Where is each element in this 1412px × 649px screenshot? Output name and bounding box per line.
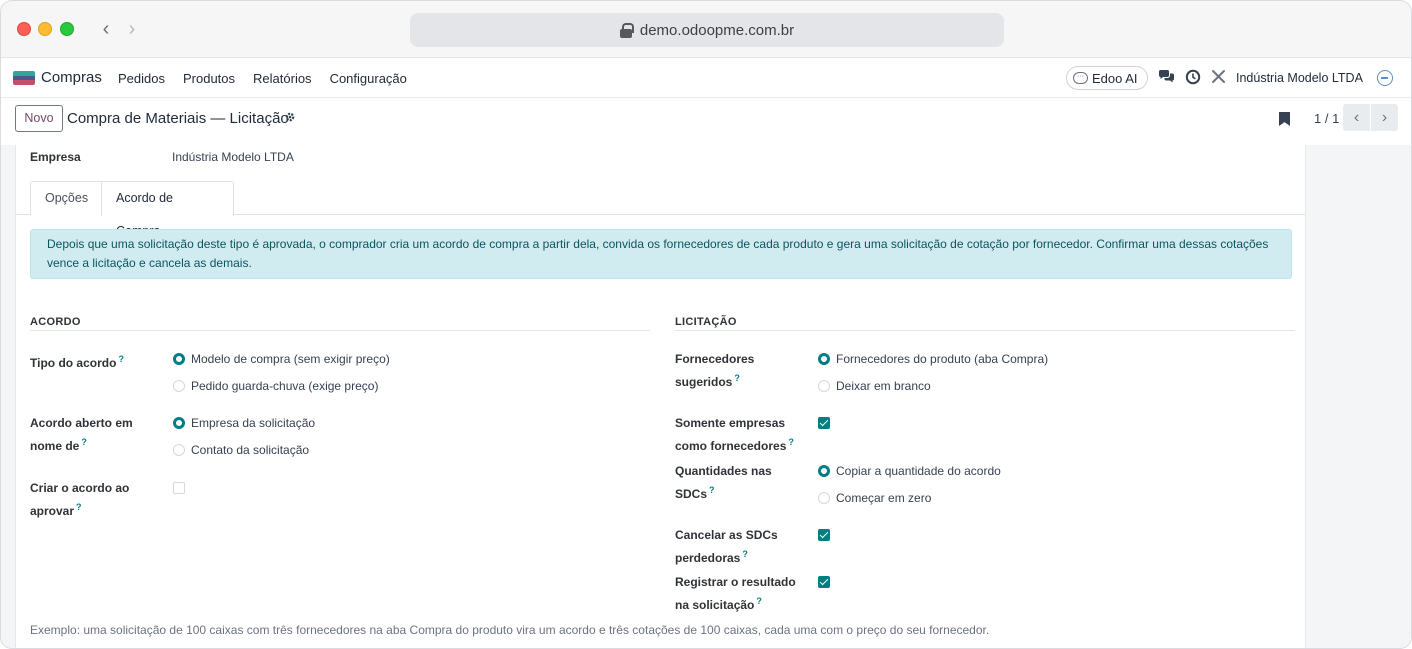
maximize-window-button[interactable] — [60, 22, 74, 36]
back-arrow-icon[interactable]: ‹ — [102, 18, 110, 40]
discuss-icon[interactable] — [1157, 69, 1175, 87]
help-icon[interactable]: ? — [76, 502, 82, 512]
tipo-acordo-label: Tipo do acordo ? — [30, 354, 124, 370]
app-navbar — [1, 58, 1411, 98]
browser-toolbar — [1, 1, 1411, 58]
option-comecar-em-zero[interactable]: Começar em zero — [836, 491, 932, 505]
help-icon[interactable]: ? — [709, 485, 715, 495]
radio-copiar-quantidade[interactable] — [818, 465, 830, 477]
app-logo-icon[interactable] — [13, 71, 35, 85]
empresa-label: Empresa — [30, 150, 81, 164]
menu-item-produtos[interactable]: Produtos — [182, 71, 236, 86]
checkbox-registrar-resultado[interactable] — [818, 576, 830, 588]
lock-icon — [620, 23, 632, 37]
app-name[interactable]: Compras — [41, 69, 102, 86]
help-icon[interactable]: ? — [742, 549, 748, 559]
option-copiar-quantidade[interactable]: Copiar a quantidade do acordo — [836, 464, 1001, 478]
info-alert: Depois que uma solicitação deste tipo é aprovada, o comprador cria um acordo de compra a partir dela, convida os fornecedores de cada produto e gera uma solicitação de cotação por fornecedor. Confirmar uma dessas cotações vence a licitação e cancela as demais. — [30, 229, 1292, 279]
section-title-licitacao: LICITAÇÃO — [675, 316, 737, 328]
radio-comecar-em-zero[interactable] — [818, 492, 830, 504]
cancelar-sdcs-label: Cancelar as SDCs perdedoras ? — [675, 528, 778, 565]
pager-previous-button[interactable]: ‹ — [1343, 104, 1370, 131]
registrar-resultado-label: Registrar o resultado na solicitação ? — [675, 575, 796, 612]
radio-empresa-solicitacao[interactable] — [173, 417, 185, 429]
menu-item-configuracao[interactable]: Configuração — [329, 71, 407, 86]
pager-next-button[interactable]: › — [1371, 104, 1398, 131]
option-pedido-guarda-chuva[interactable]: Pedido guarda-chuva (exige preço) — [191, 379, 379, 393]
bookmark-icon[interactable] — [1279, 112, 1290, 126]
forward-arrow-icon[interactable]: › — [128, 18, 136, 40]
radio-pedido-guarda-chuva[interactable] — [173, 380, 185, 392]
main-menu — [118, 71, 407, 86]
tab-acordo-de-compra[interactable]: Acordo de — [101, 181, 234, 216]
option-fornecedores-produto[interactable]: Fornecedores do produto (aba Compra) — [836, 352, 1049, 366]
user-avatar[interactable] — [1377, 70, 1393, 86]
radio-modelo-compra[interactable] — [173, 353, 185, 365]
fornecedores-sugeridos-label: Fornecedores sugeridos ? — [675, 352, 755, 389]
quantidades-sdcs-label: Quantidades nas SDCs ? — [675, 464, 772, 501]
empresa-field[interactable]: Indústria Modelo LTDA — [172, 150, 294, 164]
acordo-aberto-label: Acordo aberto em nome de ? — [30, 416, 133, 453]
checkbox-cancelar-sdcs[interactable] — [818, 529, 830, 541]
edoo-ai-label: Edoo AI — [1092, 70, 1138, 86]
somente-empresas-label: Somente empresas como fornecedores ? — [675, 416, 794, 453]
tools-icon[interactable] — [1209, 69, 1227, 87]
example-note: Exemplo: uma solicitação de 100 caixas com três fornecedores na aba Compra do produto vira um acordo e três cotações de 100 caixas, cada uma com o preço do seu fornecedor. — [30, 623, 990, 637]
help-icon[interactable]: ? — [788, 437, 794, 447]
company-switcher[interactable]: Indústria Modelo LTDA — [1236, 71, 1363, 85]
gear-icon[interactable] — [284, 111, 296, 126]
option-modelo-compra[interactable]: Modelo de compra (sem exigir preço) — [191, 352, 390, 366]
notebook-tabs — [16, 181, 1305, 215]
help-icon[interactable]: ? — [81, 437, 87, 447]
radio-fornecedores-produto[interactable] — [818, 353, 830, 365]
radio-contato-solicitacao[interactable] — [173, 444, 185, 456]
option-contato-solicitacao[interactable]: Contato da solicitação — [191, 443, 310, 457]
help-icon[interactable]: ? — [756, 596, 762, 606]
criar-acordo-label: Criar o acordo ao aprovar ? — [30, 481, 130, 518]
minimize-window-button[interactable] — [38, 22, 52, 36]
help-icon[interactable]: ? — [118, 354, 124, 364]
menu-item-relatorios[interactable]: Relatórios — [253, 71, 312, 86]
section-separator — [30, 330, 650, 331]
close-window-button[interactable] — [17, 22, 31, 36]
url-text: demo.odoopme.com.br — [639, 21, 795, 39]
checkbox-somente-empresas[interactable] — [818, 417, 830, 429]
breadcrumb: Compra de Materiais — Licitação — [67, 110, 289, 127]
form-sheet — [15, 145, 1306, 649]
option-deixar-em-branco[interactable]: Deixar em branco — [836, 379, 931, 393]
control-panel — [1, 99, 1411, 145]
new-button[interactable]: Novo — [15, 105, 63, 132]
radio-deixar-em-branco[interactable] — [818, 380, 830, 392]
section-title-acordo: ACORDO — [30, 316, 81, 328]
address-bar[interactable] — [410, 13, 1004, 47]
pager-value[interactable]: 1 / 1 — [1314, 111, 1340, 126]
checkbox-criar-acordo[interactable] — [173, 482, 185, 494]
option-empresa-solicitacao[interactable]: Empresa da solicitação — [191, 416, 316, 430]
chat-bubble-icon: ··· — [1073, 72, 1088, 84]
edoo-ai-button[interactable] — [1066, 66, 1148, 90]
section-separator — [675, 330, 1295, 331]
help-icon[interactable]: ? — [734, 373, 740, 383]
activity-clock-icon[interactable] — [1184, 69, 1202, 87]
tab-opcoes[interactable]: Opções — [30, 181, 101, 215]
menu-item-pedidos[interactable]: Pedidos — [118, 71, 165, 86]
